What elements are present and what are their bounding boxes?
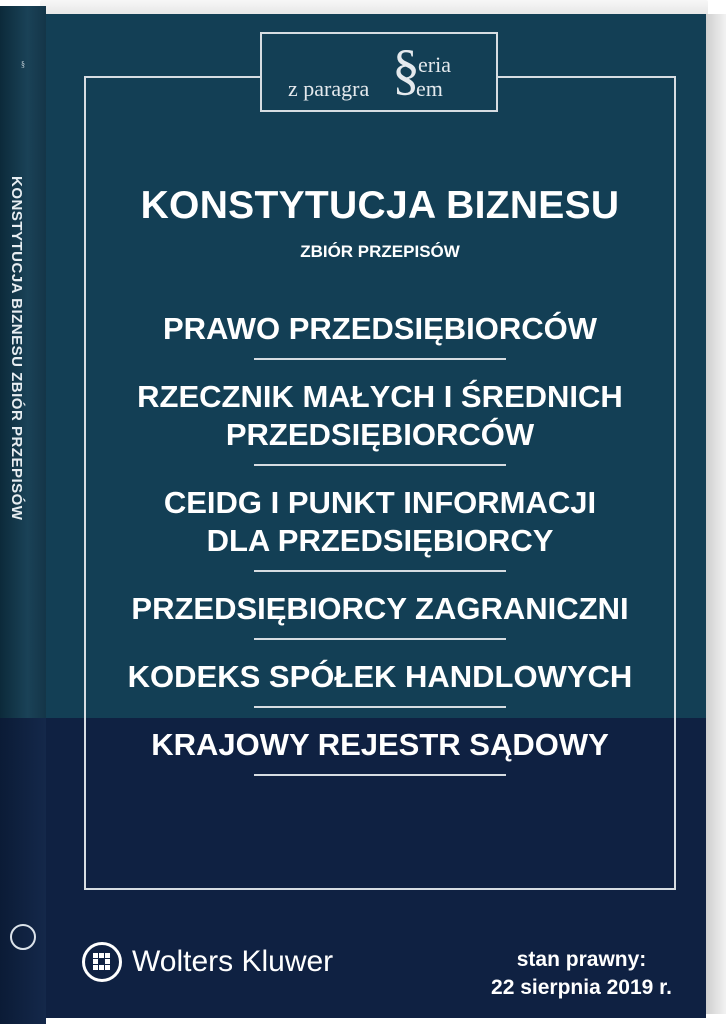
act-item bbox=[106, 484, 654, 572]
act-title-line2: DLA PRZEDSIĘBIORCY bbox=[206, 523, 554, 558]
series-text-part1: z paragra bbox=[288, 76, 370, 101]
acts-list bbox=[106, 310, 654, 794]
act-item bbox=[106, 310, 654, 360]
act-title-line1: PRAWO PRZEDSIĘBIORCÓW bbox=[162, 311, 597, 346]
paragraph-symbol-icon: § bbox=[392, 39, 420, 101]
spine-publisher-logo-icon bbox=[10, 924, 36, 950]
act-item bbox=[106, 590, 654, 640]
act-title-line1: RZECZNIK MAŁYCH I ŚREDNICH bbox=[137, 379, 623, 414]
front-cover bbox=[46, 14, 706, 1018]
spine-series-logo: § bbox=[21, 60, 25, 69]
series-text-part3: em bbox=[416, 76, 443, 101]
book-subtitle: ZBIÓR PRZEPISÓW bbox=[300, 242, 460, 261]
series-logo-box bbox=[260, 32, 498, 112]
act-divider bbox=[254, 570, 506, 572]
act-divider bbox=[254, 464, 506, 466]
page-edge-right bbox=[706, 14, 726, 1014]
book-title: KONSTYTUCJA BIZNESU bbox=[140, 184, 620, 227]
act-title-line1: PRZEDSIĘBIORCY ZAGRANICZNI bbox=[131, 591, 629, 626]
legal-state-label: stan prawny: bbox=[516, 948, 647, 971]
legal-state-date: 22 sierpnia 2019 r. bbox=[491, 976, 672, 999]
act-item bbox=[106, 726, 654, 776]
act-title-line1: KRAJOWY REJESTR SĄDOWY bbox=[151, 727, 609, 762]
act-divider bbox=[254, 706, 506, 708]
spine-bottom-band bbox=[0, 718, 46, 1024]
publisher-logo bbox=[82, 940, 333, 984]
legal-state bbox=[491, 946, 672, 1002]
spine-title: KONSTYTUCJA BIZNESU ZBIÓR PRZEPISÓW bbox=[8, 176, 25, 521]
series-text-part2: eria bbox=[418, 52, 451, 77]
publisher-name: Wolters Kluwer bbox=[132, 945, 334, 978]
book-spine bbox=[0, 6, 46, 1018]
act-item bbox=[106, 658, 654, 708]
act-divider bbox=[254, 638, 506, 640]
act-title-line2: PRZEDSIĘBIORCÓW bbox=[225, 417, 535, 452]
act-divider bbox=[254, 358, 506, 360]
act-title-line1: KODEKS SPÓŁEK HANDLOWYCH bbox=[127, 659, 633, 694]
wolters-kluwer-logo-icon bbox=[82, 942, 122, 982]
act-title-line1: CEIDG I PUNKT INFORMACJI bbox=[163, 485, 597, 520]
act-divider bbox=[254, 774, 506, 776]
act-item bbox=[106, 378, 654, 466]
